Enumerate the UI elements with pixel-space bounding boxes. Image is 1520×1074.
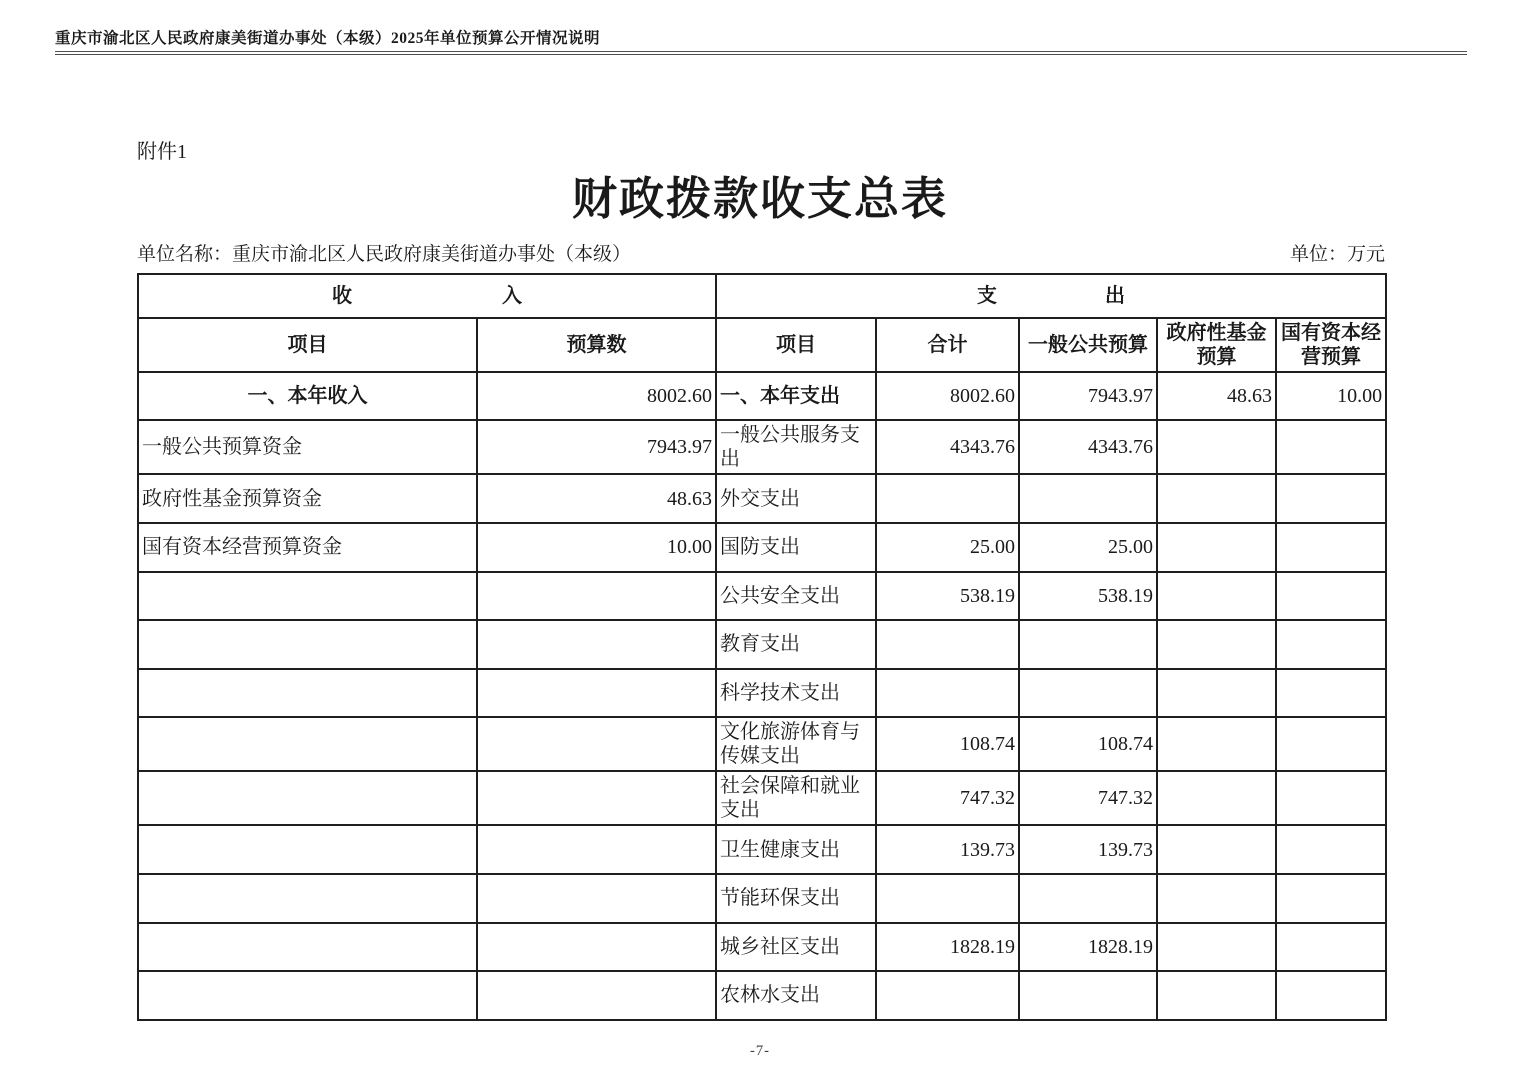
table-row	[138, 372, 1386, 421]
expense-item-cell: 国防支出	[716, 523, 876, 572]
income-item-cell	[138, 825, 477, 874]
expense-govfund-cell	[1157, 971, 1276, 1020]
expense-item-cell: 教育支出	[716, 620, 876, 669]
expense-item-cell: 文化旅游体育与传媒支出	[716, 717, 876, 771]
table-row	[138, 971, 1386, 1020]
expense-general-cell	[1019, 874, 1157, 923]
income-value-cell	[477, 669, 716, 718]
table-row	[138, 420, 1386, 474]
income-value-cell: 48.63	[477, 474, 716, 523]
expense-total-cell: 538.19	[876, 572, 1019, 621]
expense-govfund-cell	[1157, 572, 1276, 621]
expense-item-cell: 社会保障和就业支出	[716, 771, 876, 825]
income-value-cell	[477, 971, 716, 1020]
income-item-cell: 一、本年收入	[138, 372, 477, 421]
income-section-header	[138, 274, 716, 318]
expense-item-cell: 城乡社区支出	[716, 923, 876, 972]
income-value-cell	[477, 874, 716, 923]
expense-general-cell: 7943.97	[1019, 372, 1157, 421]
expense-statecap-cell	[1276, 923, 1386, 972]
expense-statecap-cell	[1276, 825, 1386, 874]
col-header-budget-amount: 预算数	[477, 318, 716, 372]
income-value-cell	[477, 923, 716, 972]
expense-section-header	[716, 274, 1386, 318]
expense-general-cell	[1019, 971, 1157, 1020]
income-value-cell: 7943.97	[477, 420, 716, 474]
col-header-general-budget: 一般公共预算	[1019, 318, 1157, 372]
expense-statecap-cell	[1276, 474, 1386, 523]
expense-total-cell: 8002.60	[876, 372, 1019, 421]
page-title: 财政拨款收支总表	[571, 174, 948, 224]
expense-item-cell: 一、本年支出	[716, 372, 876, 421]
col-header-expense-item: 项目	[716, 318, 876, 372]
income-section-label: 收入	[332, 284, 672, 307]
income-value-cell	[477, 620, 716, 669]
expense-statecap-cell: 10.00	[1276, 372, 1386, 421]
expense-total-cell: 108.74	[876, 717, 1019, 771]
income-value-cell	[477, 572, 716, 621]
expense-item-cell: 卫生健康支出	[716, 825, 876, 874]
table-body	[138, 372, 1386, 1020]
expense-item-cell: 公共安全支出	[716, 572, 876, 621]
expense-total-cell	[876, 971, 1019, 1020]
table-meta-row	[137, 239, 1385, 266]
income-item-cell	[138, 620, 477, 669]
expense-general-cell	[1019, 474, 1157, 523]
expense-statecap-cell	[1276, 620, 1386, 669]
expense-total-cell	[876, 474, 1019, 523]
expense-govfund-cell	[1157, 717, 1276, 771]
expense-total-cell	[876, 620, 1019, 669]
expense-govfund-cell	[1157, 523, 1276, 572]
expense-statecap-cell	[1276, 971, 1386, 1020]
expense-item-cell: 农林水支出	[716, 971, 876, 1020]
expense-statecap-cell	[1276, 771, 1386, 825]
expense-govfund-cell	[1157, 874, 1276, 923]
expense-general-cell: 139.73	[1019, 825, 1157, 874]
document-header: 重庆市渝北区人民政府康美街道办事处（本级）2025年单位预算公开情况说明	[55, 0, 1467, 55]
expense-total-cell	[876, 669, 1019, 718]
expense-total-cell	[876, 874, 1019, 923]
expense-section-label: 支出	[977, 284, 1234, 307]
income-item-cell	[138, 717, 477, 771]
income-item-cell	[138, 771, 477, 825]
expense-govfund-cell: 48.63	[1157, 372, 1276, 421]
expense-total-cell: 747.32	[876, 771, 1019, 825]
expense-total-cell: 139.73	[876, 825, 1019, 874]
table-row	[138, 874, 1386, 923]
expense-statecap-cell	[1276, 420, 1386, 474]
income-item-cell: 政府性基金预算资金	[138, 474, 477, 523]
page-number: -7-	[750, 1042, 770, 1059]
expense-general-cell: 747.32	[1019, 771, 1157, 825]
income-value-cell	[477, 825, 716, 874]
expense-govfund-cell	[1157, 474, 1276, 523]
income-item-cell: 一般公共预算资金	[138, 420, 477, 474]
income-value-cell: 8002.60	[477, 372, 716, 421]
expense-total-cell: 25.00	[876, 523, 1019, 572]
expense-general-cell: 108.74	[1019, 717, 1157, 771]
expense-govfund-cell	[1157, 420, 1276, 474]
expense-statecap-cell	[1276, 523, 1386, 572]
expense-govfund-cell	[1157, 620, 1276, 669]
expense-general-cell	[1019, 669, 1157, 718]
income-item-cell	[138, 669, 477, 718]
income-value-cell	[477, 717, 716, 771]
table-row	[138, 923, 1386, 972]
unit-of-measure-label: 单位：万元	[1289, 243, 1385, 265]
income-item-cell	[138, 572, 477, 621]
expense-general-cell: 25.00	[1019, 523, 1157, 572]
expense-general-cell	[1019, 620, 1157, 669]
income-item-cell: 国有资本经营预算资金	[138, 523, 477, 572]
table-row	[138, 771, 1386, 825]
table-row	[138, 523, 1386, 572]
income-value-cell	[477, 771, 716, 825]
expense-statecap-cell	[1276, 572, 1386, 621]
table-row	[138, 620, 1386, 669]
table-row	[138, 825, 1386, 874]
table-row	[138, 669, 1386, 718]
col-header-state-capital-budget: 国有资本经营预算	[1276, 318, 1386, 372]
expense-statecap-cell	[1276, 717, 1386, 771]
expense-govfund-cell	[1157, 771, 1276, 825]
income-item-cell	[138, 923, 477, 972]
expense-item-cell: 科学技术支出	[716, 669, 876, 718]
budget-table	[137, 273, 1387, 1021]
column-header-row	[138, 318, 1386, 372]
expense-total-cell: 4343.76	[876, 420, 1019, 474]
table-row	[138, 572, 1386, 621]
expense-general-cell: 1828.19	[1019, 923, 1157, 972]
income-item-cell	[138, 971, 477, 1020]
expense-statecap-cell	[1276, 874, 1386, 923]
expense-govfund-cell	[1157, 923, 1276, 972]
col-header-total: 合计	[876, 318, 1019, 372]
expense-item-cell: 节能环保支出	[716, 874, 876, 923]
unit-name-label: 单位名称：重庆市渝北区人民政府康美街道办事处（本级）	[137, 243, 632, 265]
expense-general-cell: 4343.76	[1019, 420, 1157, 474]
expense-govfund-cell	[1157, 669, 1276, 718]
section-header-row	[138, 274, 1386, 318]
income-value-cell: 10.00	[477, 523, 716, 572]
col-header-income-item: 项目	[138, 318, 477, 372]
table-row	[138, 474, 1386, 523]
expense-general-cell: 538.19	[1019, 572, 1157, 621]
expense-item-cell: 一般公共服务支出	[716, 420, 876, 474]
table-row	[138, 717, 1386, 771]
attachment-label: 附件1	[137, 141, 187, 163]
income-item-cell	[138, 874, 477, 923]
expense-govfund-cell	[1157, 825, 1276, 874]
col-header-gov-fund-budget: 政府性基金预算	[1157, 318, 1276, 372]
expense-statecap-cell	[1276, 669, 1386, 718]
expense-item-cell: 外交支出	[716, 474, 876, 523]
expense-total-cell: 1828.19	[876, 923, 1019, 972]
